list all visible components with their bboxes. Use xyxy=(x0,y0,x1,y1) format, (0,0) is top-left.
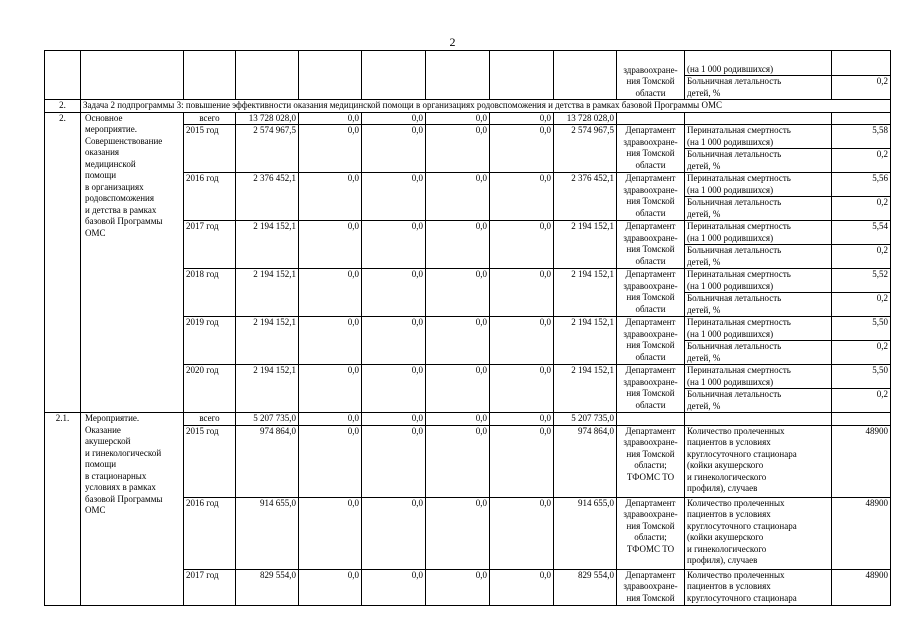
section-number: 2.1. xyxy=(45,413,81,606)
amount-cell: 0,0 xyxy=(299,425,362,497)
responsible-dept: Департамент здравоохране- ния Томской области; ТФОМС ТО xyxy=(617,425,685,497)
amount-cell: 0,0 xyxy=(426,125,490,173)
perinatal-indicator: Перинатальная смертность (на 1 000 родившихся) xyxy=(685,173,832,197)
total-amount: 2 194 152,1 xyxy=(236,365,299,413)
hospital-lethality-indicator: Больничная летальность детей, % xyxy=(685,245,832,269)
amount-cell: 0,0 xyxy=(490,221,554,269)
amount-cell: 0,0 xyxy=(299,569,362,605)
amount-cell: 0,0 xyxy=(426,497,490,569)
amount-cell: 0,0 xyxy=(426,317,490,365)
amount-cell: 0,0 xyxy=(490,112,554,125)
amount-cell: 2 376 452,1 xyxy=(554,173,617,221)
total-amount: 2 376 452,1 xyxy=(236,173,299,221)
total-amount: 914 655,0 xyxy=(236,497,299,569)
year-cell: 2020 год xyxy=(184,365,236,413)
amount-cell: 0,0 xyxy=(299,317,362,365)
amount-cell: 0,0 xyxy=(426,221,490,269)
perinatal-indicator: (на 1 000 родившихся) xyxy=(685,51,832,76)
indicator-value: 48900 xyxy=(832,497,891,569)
total-amount: 2 574 967,5 xyxy=(236,125,299,173)
year-cell: 2017 год xyxy=(184,569,236,605)
amount-cell: 0,0 xyxy=(299,497,362,569)
total-amount: 2 194 152,1 xyxy=(236,269,299,317)
responsible-dept: Департамент здравоохране- ния Томской области xyxy=(617,173,685,221)
responsible-dept: Департамент здравоохране- ния Томской области xyxy=(617,365,685,413)
indicator-value: 0,2 xyxy=(832,197,891,221)
total-amount: 829 554,0 xyxy=(236,569,299,605)
year-cell: 2016 год xyxy=(184,173,236,221)
total-amount: 2 194 152,1 xyxy=(236,221,299,269)
indicator-value: 48900 xyxy=(832,425,891,497)
responsible-dept: Департамент здравоохране- ния Томской области xyxy=(617,317,685,365)
indicator-value: 0,2 xyxy=(832,149,891,173)
task-number: 2. xyxy=(45,100,81,113)
amount-cell: 0,0 xyxy=(426,425,490,497)
treated-patients-indicator: Количество пролеченных пациентов в условиях круглосуточного стационара (койки акушерского и гинекологического профиля), случаев xyxy=(685,425,832,497)
amount-cell: 2 194 152,1 xyxy=(554,269,617,317)
task-row xyxy=(45,100,891,113)
amount-cell: 13 728 028,0 xyxy=(554,112,617,125)
amount-cell: 0,0 xyxy=(362,173,426,221)
year-cell: 2015 год xyxy=(184,125,236,173)
amount-cell: 829 554,0 xyxy=(554,569,617,605)
amount-cell: 0,0 xyxy=(426,365,490,413)
section-number: 2. xyxy=(45,112,81,413)
amount-cell: 0,0 xyxy=(490,269,554,317)
indicator-value: 5,50 xyxy=(832,365,891,389)
section-total-row xyxy=(45,413,891,426)
indicator-value: 0,2 xyxy=(832,245,891,269)
responsible-dept: здравоохране- ния Томской области xyxy=(617,51,685,100)
amount-cell: 0,0 xyxy=(299,221,362,269)
amount-cell: 0,0 xyxy=(362,125,426,173)
hospital-lethality-indicator: Больничная летальность детей, % xyxy=(685,149,832,173)
top-continuation-row xyxy=(45,51,891,76)
amount-cell: 0,0 xyxy=(426,112,490,125)
hospital-lethality-indicator: Больничная летальность детей, % xyxy=(685,389,832,413)
hospital-lethality-indicator: Больничная летальность детей, % xyxy=(685,293,832,317)
total-amount: 13 728 028,0 xyxy=(236,112,299,125)
amount-cell: 0,0 xyxy=(490,425,554,497)
total-amount: 2 194 152,1 xyxy=(236,317,299,365)
amount-cell: 0,0 xyxy=(362,269,426,317)
perinatal-indicator: Перинатальная смертность (на 1 000 родившихся) xyxy=(685,221,832,245)
responsible-dept: Департамент здравоохране- ния Томской области xyxy=(617,221,685,269)
perinatal-indicator: Перинатальная смертность (на 1 000 родившихся) xyxy=(685,125,832,149)
amount-cell: 0,0 xyxy=(426,413,490,426)
amount-cell: 0,0 xyxy=(490,497,554,569)
amount-cell: 914 655,0 xyxy=(554,497,617,569)
total-amount: 5 207 735,0 xyxy=(236,413,299,426)
responsible-dept: Департамент здравоохране- ния Томской xyxy=(617,569,685,605)
amount-cell: 0,0 xyxy=(299,112,362,125)
indicator-value: 0,2 xyxy=(832,389,891,413)
amount-cell: 0,0 xyxy=(362,569,426,605)
year-cell: всего xyxy=(184,112,236,125)
amount-cell: 0,0 xyxy=(362,497,426,569)
amount-cell: 0,0 xyxy=(299,365,362,413)
amount-cell: 0,0 xyxy=(426,269,490,317)
responsible-dept: Департамент здравоохране- ния Томской области; ТФОМС ТО xyxy=(617,497,685,569)
amount-cell: 0,0 xyxy=(490,125,554,173)
hospital-lethality-indicator: Больничная летальность детей, % xyxy=(685,341,832,365)
section-title: Основное мероприятие. Совершенствование оказания медицинской помощи в организациях родовспоможения и детства в рамках базовой Программы ОМС xyxy=(81,112,184,413)
indicator-value: 5,50 xyxy=(832,317,891,341)
perinatal-indicator: Перинатальная смертность (на 1 000 родившихся) xyxy=(685,269,832,293)
amount-cell: 2 194 152,1 xyxy=(554,221,617,269)
total-amount: 974 864,0 xyxy=(236,425,299,497)
amount-cell: 0,0 xyxy=(490,569,554,605)
amount-cell: 0,0 xyxy=(299,125,362,173)
amount-cell: 974 864,0 xyxy=(554,425,617,497)
hospital-lethality-indicator: Больничная летальность детей, % xyxy=(685,197,832,221)
amount-cell: 0,0 xyxy=(299,413,362,426)
year-cell: 2018 год xyxy=(184,269,236,317)
amount-cell: 0,0 xyxy=(299,173,362,221)
perinatal-indicator: Перинатальная смертность (на 1 000 родившихся) xyxy=(685,317,832,341)
amount-cell: 0,0 xyxy=(299,269,362,317)
indicator-value: 5,52 xyxy=(832,269,891,293)
program-table xyxy=(44,50,891,606)
responsible-dept: Департамент здравоохране- ния Томской области xyxy=(617,125,685,173)
year-cell: 2019 год xyxy=(184,317,236,365)
indicator-value: 0,2 xyxy=(832,76,891,100)
perinatal-indicator: Перинатальная смертность (на 1 000 родившихся) xyxy=(685,365,832,389)
amount-cell: 0,0 xyxy=(490,413,554,426)
amount-cell: 5 207 735,0 xyxy=(554,413,617,426)
amount-cell: 0,0 xyxy=(362,425,426,497)
year-cell: 2015 год xyxy=(184,425,236,497)
task-text: Задача 2 подпрограммы 3: повышение эффективности оказания медицинской помощи в организациях родовспоможения и детства в рамках базовой Программы ОМС xyxy=(81,100,891,113)
amount-cell: 0,0 xyxy=(490,365,554,413)
amount-cell: 0,0 xyxy=(362,112,426,125)
amount-cell: 0,0 xyxy=(426,173,490,221)
amount-cell: 2 574 967,5 xyxy=(554,125,617,173)
indicator-value: 0,2 xyxy=(832,293,891,317)
hospital-lethality-indicator: Больничная летальность детей, % xyxy=(685,76,832,100)
amount-cell: 0,0 xyxy=(362,317,426,365)
year-cell: 2017 год xyxy=(184,221,236,269)
amount-cell: 0,0 xyxy=(490,317,554,365)
indicator-value: 5,56 xyxy=(832,173,891,197)
amount-cell: 2 194 152,1 xyxy=(554,317,617,365)
page-number: 2 xyxy=(449,35,456,49)
amount-cell: 0,0 xyxy=(426,569,490,605)
responsible-dept: Департамент здравоохране- ния Томской области xyxy=(617,269,685,317)
indicator-value: 0,2 xyxy=(832,341,891,365)
indicator-value: 5,58 xyxy=(832,125,891,149)
amount-cell: 0,0 xyxy=(362,365,426,413)
amount-cell: 0,0 xyxy=(362,221,426,269)
treated-patients-indicator: Количество пролеченных пациентов в условиях круглосуточного стационара (койки акушерского и гинекологического профиля), случаев xyxy=(685,497,832,569)
year-cell: всего xyxy=(184,413,236,426)
indicator-value: 5,54 xyxy=(832,221,891,245)
amount-cell: 0,0 xyxy=(490,173,554,221)
year-cell: 2016 год xyxy=(184,497,236,569)
treated-patients-indicator: Количество пролеченных пациентов в условиях круглосуточного стационара xyxy=(685,569,832,605)
amount-cell: 2 194 152,1 xyxy=(554,365,617,413)
amount-cell: 0,0 xyxy=(362,413,426,426)
section-title: Мероприятие. Оказание акушерской и гинекологической помощи в стационарных условиях в рамках базовой Программы ОМС xyxy=(81,413,184,606)
section-total-row xyxy=(45,112,891,125)
indicator-value: 48900 xyxy=(832,569,891,605)
